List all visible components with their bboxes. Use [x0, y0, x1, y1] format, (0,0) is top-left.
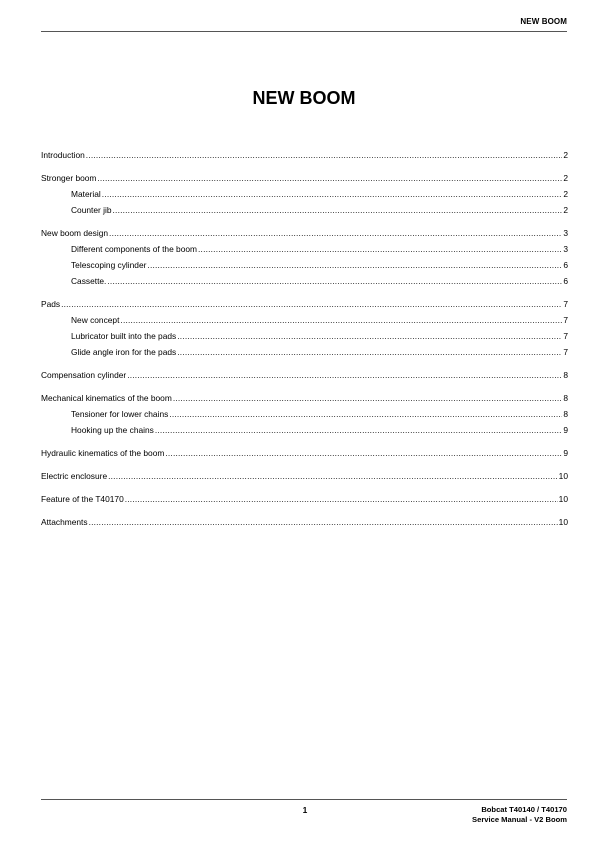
toc-dot-leader: [173, 390, 563, 406]
toc-page-number: 6: [563, 276, 568, 286]
toc-dot-leader: [108, 468, 558, 484]
footer-product: Bobcat T40140 / T40170: [481, 805, 567, 814]
toc-subentry[interactable]: [41, 406, 568, 422]
toc-page-number: 3: [563, 244, 568, 254]
toc-subentry[interactable]: [41, 273, 568, 289]
toc-page-number: 7: [563, 315, 568, 325]
toc-entry[interactable]: [41, 390, 568, 406]
toc-entry-label: Stronger boom: [41, 173, 97, 183]
toc-page-number: 2: [563, 189, 568, 199]
toc-entry-label: Lubricator built into the pads: [71, 331, 177, 341]
toc-dot-leader: [155, 422, 562, 438]
toc-page-number: 2: [563, 150, 568, 160]
toc-page-number: 9: [563, 425, 568, 435]
toc-dot-leader: [120, 312, 562, 328]
toc-dot-leader: [127, 367, 562, 383]
toc-entry[interactable]: [41, 445, 568, 461]
toc-subentry[interactable]: [41, 312, 568, 328]
toc-entry-label: Introduction: [41, 150, 85, 160]
toc-subentry[interactable]: [41, 241, 568, 257]
toc-page-number: 2: [563, 173, 568, 183]
toc-subentry[interactable]: [41, 257, 568, 273]
toc-page-number: 2: [563, 205, 568, 215]
toc-section: [41, 445, 568, 461]
page-title: NEW BOOM: [252, 88, 356, 108]
toc-entry-label: Hydraulic kinematics of the boom: [41, 448, 165, 458]
toc-section: [41, 170, 568, 218]
toc-entry-label: Glide angle iron for the pads: [71, 347, 177, 357]
toc-entry[interactable]: [41, 225, 568, 241]
toc-entry[interactable]: [41, 491, 568, 507]
toc-entry-label: Tensioner for lower chains: [71, 409, 169, 419]
toc-dot-leader: [198, 241, 562, 257]
toc-dot-leader: [97, 170, 562, 186]
toc-entry-label: Telescoping cylinder: [71, 260, 147, 270]
toc-section: [41, 147, 568, 163]
toc-entry-label: Cassette.: [71, 276, 107, 286]
toc-dot-leader: [102, 186, 563, 202]
toc-page-number: 10: [558, 517, 568, 527]
toc-page-number: 10: [558, 471, 568, 481]
toc-entry-label: Feature of the T40170: [41, 494, 124, 504]
toc-section: [41, 491, 568, 507]
toc-section: [41, 296, 568, 360]
toc-page-number: 8: [563, 409, 568, 419]
page-number: 1: [302, 805, 308, 815]
toc-subentry[interactable]: [41, 422, 568, 438]
toc-dot-leader: [165, 445, 562, 461]
toc-subentry[interactable]: [41, 186, 568, 202]
header-divider: [41, 31, 567, 32]
toc-entry-label: New concept: [71, 315, 120, 325]
toc-dot-leader: [125, 491, 558, 507]
toc-page-number: 6: [563, 260, 568, 270]
toc-subentry[interactable]: [41, 202, 568, 218]
toc-section: [41, 390, 568, 438]
toc-dot-leader: [107, 273, 562, 289]
toc-entry-label: Electric enclosure: [41, 471, 108, 481]
toc-section: [41, 468, 568, 484]
footer-manual-title: Service Manual - V2 Boom: [472, 815, 567, 824]
toc-page-number: 9: [563, 448, 568, 458]
toc-entry[interactable]: [41, 468, 568, 484]
toc-section: [41, 514, 568, 530]
toc-dot-leader: [147, 257, 562, 273]
toc-dot-leader: [89, 514, 558, 530]
toc-dot-leader: [113, 202, 563, 218]
toc-entry[interactable]: [41, 296, 568, 312]
toc-subentry[interactable]: [41, 344, 568, 360]
toc-dot-leader: [177, 344, 562, 360]
toc-dot-leader: [169, 406, 562, 422]
toc-section: [41, 225, 568, 289]
footer-product-info: [380, 805, 567, 825]
toc-page-number: 10: [558, 494, 568, 504]
toc-entry-label: Compensation cylinder: [41, 370, 127, 380]
toc-entry-label: Hooking up the chains: [71, 425, 154, 435]
toc-page-number: 7: [563, 299, 568, 309]
toc-entry-label: Material: [71, 189, 101, 199]
toc-section: [41, 367, 568, 383]
toc-entry[interactable]: [41, 367, 568, 383]
toc-dot-leader: [86, 147, 563, 163]
toc-dot-leader: [61, 296, 562, 312]
toc-entry[interactable]: [41, 147, 568, 163]
toc-entry-label: Mechanical kinematics of the boom: [41, 393, 172, 403]
toc-page-number: 8: [563, 393, 568, 403]
toc-entry-label: Attachments: [41, 517, 88, 527]
toc-entry-label: Counter jib: [71, 205, 112, 215]
table-of-contents: [41, 147, 568, 537]
toc-entry-label: Different components of the boom: [71, 244, 198, 254]
toc-page-number: 7: [563, 347, 568, 357]
toc-entry-label: Pads: [41, 299, 61, 309]
toc-dot-leader: [177, 328, 562, 344]
toc-subentry[interactable]: [41, 328, 568, 344]
toc-entry[interactable]: [41, 170, 568, 186]
running-header: NEW BOOM: [520, 17, 567, 26]
footer-divider: [41, 799, 567, 800]
toc-entry-label: New boom design: [41, 228, 109, 238]
toc-page-number: 7: [563, 331, 568, 341]
toc-page-number: 3: [563, 228, 568, 238]
toc-page-number: 8: [563, 370, 568, 380]
toc-entry[interactable]: [41, 514, 568, 530]
toc-dot-leader: [109, 225, 562, 241]
